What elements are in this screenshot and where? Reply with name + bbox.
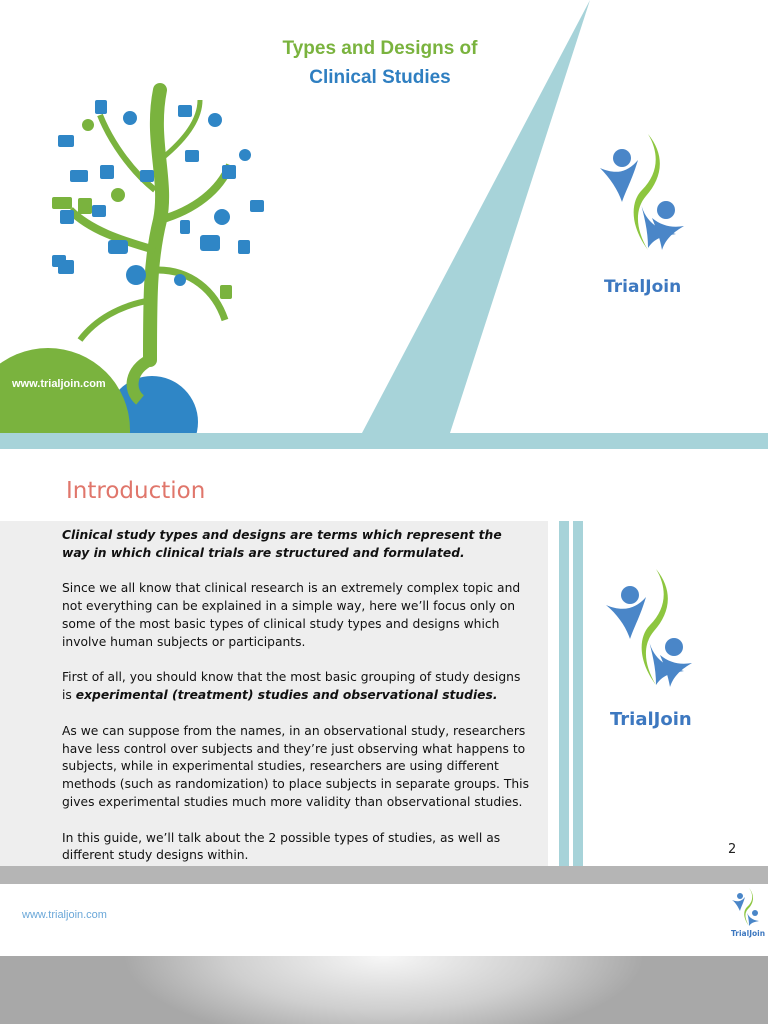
intro-paragraph-5: In this guide, we’ll talk about the 2 possible types of studies, as well as different study designs within. — [62, 830, 501, 863]
intro-paragraph-2: Since we all know that clinical research is an extremely complex topic and not everything can be explained in a simple way, here we’ll focus only on some of the most basic types of clinical study types and designs which involve human subjects or participants. — [62, 581, 521, 649]
gray-gradient-background — [0, 956, 768, 1024]
decorative-vertical-bar — [559, 521, 569, 866]
trialjoin-logo-text: TrialJoin — [731, 929, 766, 938]
trialjoin-logo-icon — [596, 130, 688, 270]
website-url[interactable]: www.trialjoin.com — [22, 909, 107, 921]
intro-paragraph-4: As we can suppose from the names, in an observational study, researchers have less control over subjects and they’re just observing what happens to subjects, while in experimental studies, researchers are using different methods (such as randomization) to place subjects in separate groups. This gives experimental studies much more validity than observational studies. — [62, 723, 529, 809]
trialjoin-logo-icon — [602, 565, 698, 705]
intro-paragraph-3 — [62, 669, 532, 705]
trialjoin-logo-text: TrialJoin — [604, 277, 682, 297]
intro-paragraph-3-lead: First of all, you should know that the most basic grouping of study designs is — [62, 670, 521, 703]
slide-title — [230, 34, 530, 92]
next-slide — [0, 884, 768, 956]
slide-divider-band — [0, 866, 768, 884]
intro-paragraph-1: Clinical study types and designs are terms which represent the way in which clinical trials are structured and formulated. — [62, 528, 502, 560]
title-line-2: Clinical Studies — [309, 67, 451, 88]
intro-paragraph-3-emphasis: experimental (treatment) studies and observational studies. — [75, 688, 498, 703]
introduction-body — [62, 527, 532, 883]
title-slide — [0, 0, 768, 450]
title-line-1: Types and Designs of — [282, 38, 478, 59]
page-number: 2 — [728, 842, 737, 857]
slide-divider-band — [0, 433, 768, 449]
website-url[interactable]: www.trialjoin.com — [12, 378, 106, 390]
introduction-heading: Introduction — [66, 478, 206, 504]
decorative-vertical-bar — [573, 521, 583, 866]
trialjoin-logo-text: TrialJoin — [610, 709, 692, 730]
trialjoin-logo-icon — [730, 886, 764, 928]
